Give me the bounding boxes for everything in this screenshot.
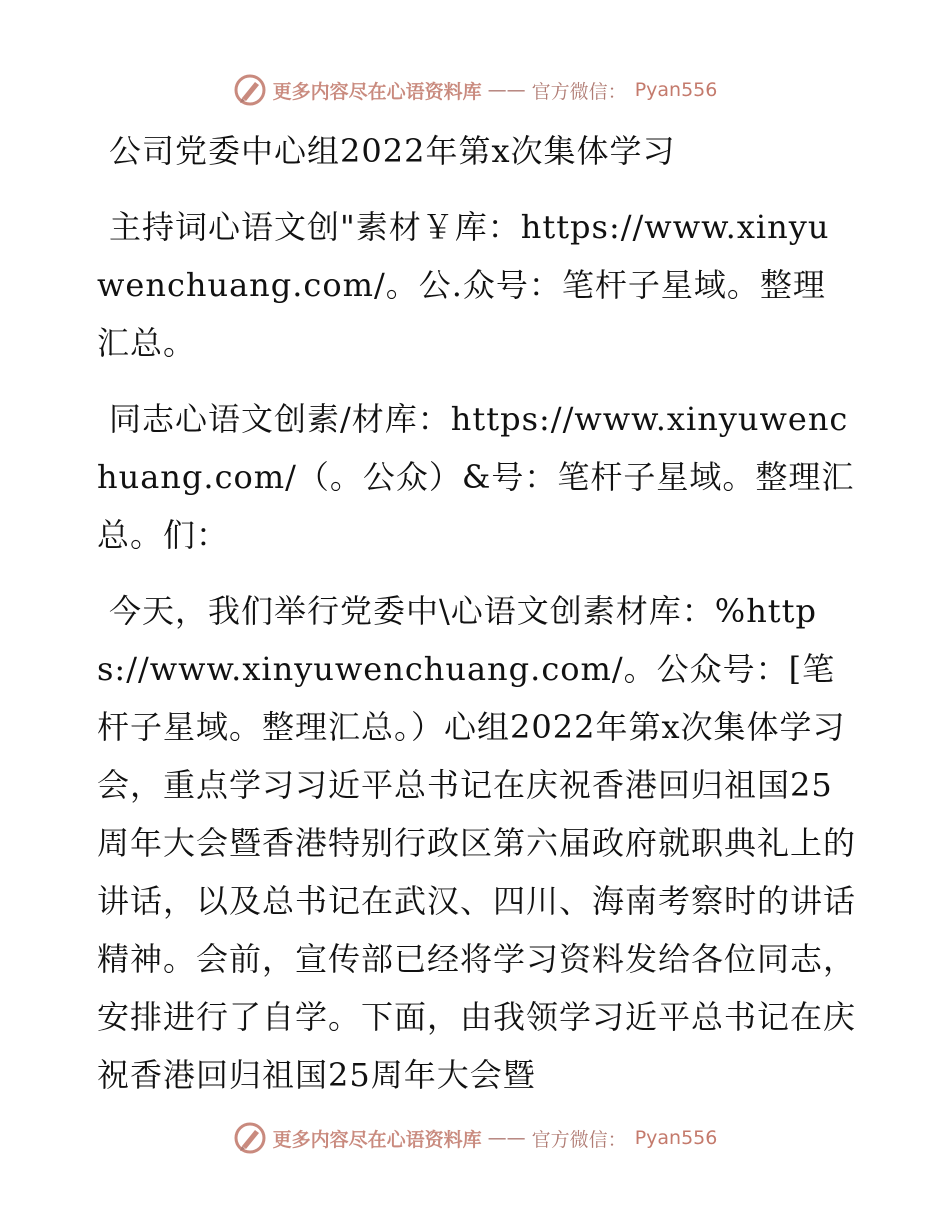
banner-wechat-id: Pyan556 [634,79,718,101]
document-title [97,122,857,180]
footer-banner [0,1118,950,1158]
paragraph-3-text: 今天，我们举行党委中\心语文创素材库：%https://www.xinyuwenchuang.com/。公众号：[笔杆子星域。整理汇总。）心组2022年第x次集体学习会，重点学习习近平总书记在庆祝香港回归祖国25周年大会暨香港特别行政区第六届政府就职典礼上的讲话，以及总书记在武汉、四川、海南考察时的讲话精神。会前，宣传部已经将学习资料发给各位同志，安排进行了自学。下面，由我领学习近平总书记在庆祝香港回归祖国25周年大会暨 [97,592,857,1094]
header-banner [0,70,950,110]
banner-dash: —— [487,1127,526,1149]
banner-main-text: 更多内容尽在心语资料库 [272,80,482,103]
banner-wechat-label: 官方微信： [531,1128,627,1151]
banner-wechat-label: 官方微信： [531,80,627,103]
document-body [97,122,857,1104]
banner-main-text: 更多内容尽在心语资料库 [272,1128,482,1151]
paragraph-3 [97,582,857,1104]
banner-dash: —— [487,79,526,101]
paragraph-1 [97,198,857,372]
pen-logo-icon [233,73,267,107]
title-text: 公司党委中心组2022年第x次集体学习 [109,132,676,170]
paragraph-2 [97,390,857,564]
paragraph-1-text: 主持词心语文创"素材￥库：https://www.xinyuwenchuang.com/。公.众号：笔杆子星域。整理汇总。 [97,208,830,362]
paragraph-2-text: 同志心语文创素/材库：https://www.xinyuwenchuang.com/（。公众）&号：笔杆子星域。整理汇总。们： [97,400,855,554]
pen-logo-icon [233,1121,267,1155]
banner-wechat-id: Pyan556 [634,1127,718,1149]
